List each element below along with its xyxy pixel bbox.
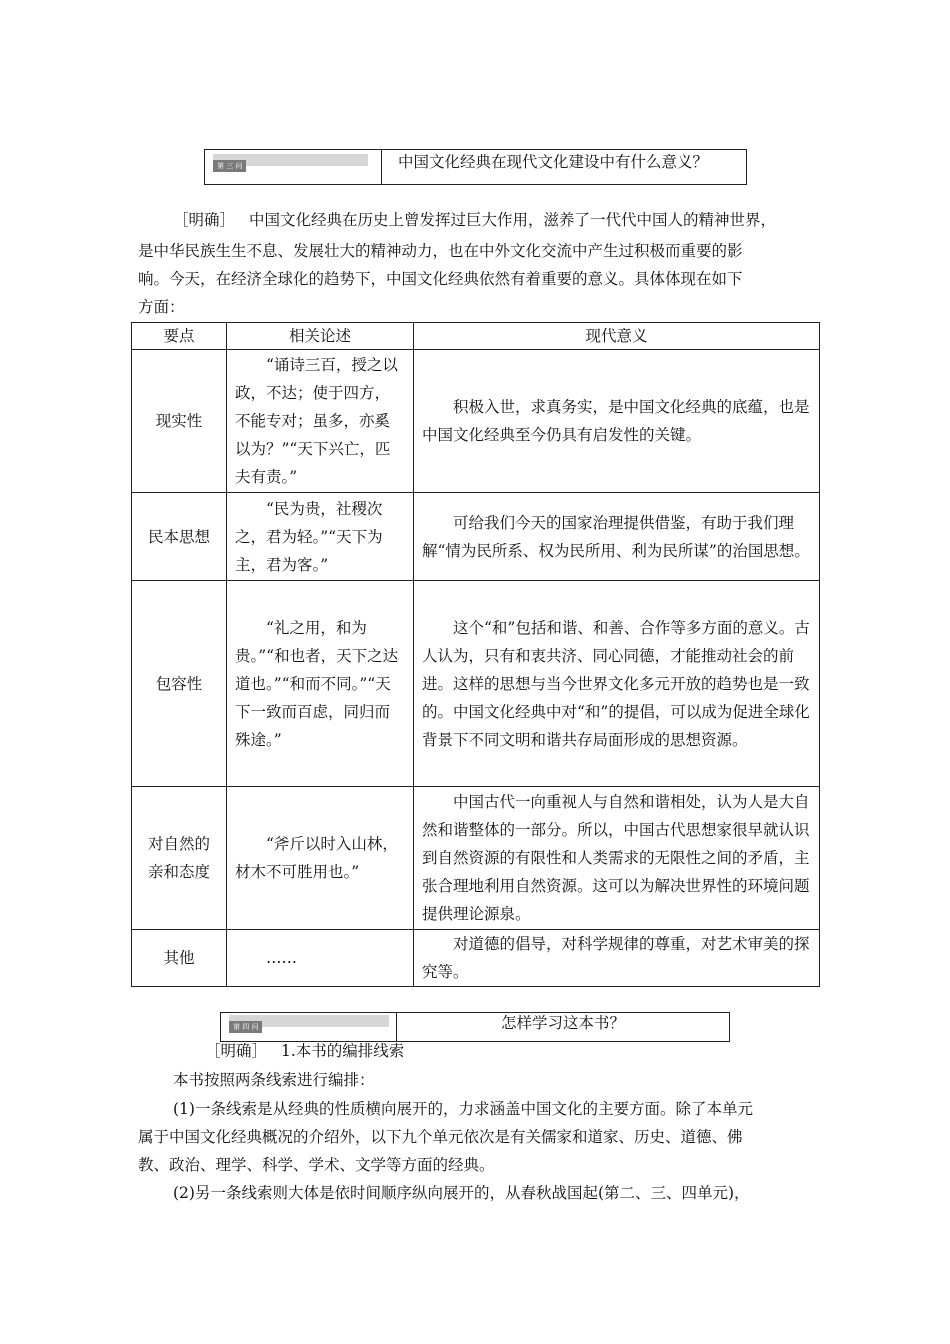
answer4-p2-line2: 属于中国文化经典概况的介绍外，以下九个单元依次是有关儒家和道家、历史、道德、佛	[138, 1128, 743, 1146]
row-quote: ……	[227, 930, 414, 987]
table-header-row	[132, 323, 820, 350]
row-key: 民本思想	[132, 493, 227, 581]
intro-label: ［明确］	[173, 211, 236, 229]
significance-table	[131, 322, 820, 987]
answer4-heading: 1.本书的编排线索	[281, 1042, 405, 1060]
row-meaning: 中国古代一向重视人与自然和谐相处，认为人是大自然和谐整体的一部分。所以，中国古代思想家很早就认识到自然资源的有限性和人类需求的无限性之间的矛盾，主张合理地利用自然资源。这可以为解决世界性的环境问题提供理论源泉。	[414, 787, 820, 930]
header-quote: 相关论述	[227, 323, 414, 350]
table-row	[132, 787, 820, 930]
intro-line-3: 响。今天，在经济全球化的趋势下，中国文化经典依然有着重要的意义。具体体现在如下	[138, 270, 743, 288]
question-tag	[213, 154, 368, 170]
row-key: 其他	[132, 930, 227, 987]
question-text: 怎样学习这本书？	[500, 1014, 625, 1032]
question-tag-cell	[205, 150, 382, 184]
table-row	[132, 493, 820, 581]
intro-text-1: 中国文化经典在历史上曾发挥过巨大作用，滋养了一代代中国人的精神世界，	[249, 211, 777, 229]
row-quote: “斧斤以时入山林，材木不可胜用也。”	[227, 787, 414, 930]
table-row	[132, 350, 820, 493]
question-tag-label: 第 四 问	[229, 1021, 262, 1033]
question-text: 中国文化经典在现代文化建设中有什么意义？	[398, 153, 709, 171]
row-key: 包容性	[132, 581, 227, 787]
row-meaning: 积极入世，求真务实，是中国文化经典的底蕴，也是中国文化经典至今仍具有启发性的关键。	[414, 350, 820, 493]
question-box-3	[204, 149, 747, 185]
header-meaning: 现代意义	[414, 323, 820, 350]
answer4-heading-line	[205, 1037, 404, 1065]
intro-line-1	[173, 206, 776, 234]
row-quote: “民为贵，社稷次之，君为轻。”“天下为主，君为客。”	[227, 493, 414, 581]
table-row	[132, 581, 820, 787]
header-key: 要点	[132, 323, 227, 350]
question-tag	[229, 1015, 389, 1031]
answer4-label: ［明确］	[205, 1042, 268, 1060]
answer4-p3-line1: (2)另一条线索则大体是依时间顺序纵向展开的，从春秋战国起(第二、三、四单元)，	[173, 1184, 750, 1202]
row-key: 现实性	[132, 350, 227, 493]
intro-line-2: 是中华民族生生不息、发展壮大的精神动力，也在中外文化交流中产生过积极而重要的影	[138, 242, 743, 260]
row-meaning: 对道德的倡导，对科学规律的尊重，对艺术审美的探究等。	[414, 930, 820, 987]
intro-line-4: 方面：	[138, 298, 185, 316]
table-row	[132, 930, 820, 987]
answer4-p2-line3: 教、政治、理学、科学、学术、文学等方面的经典。	[138, 1156, 495, 1174]
question-tag-label: 第 三 问	[213, 160, 246, 172]
answer4-p2-line1: (1)一条线索是从经典的性质横向展开的，力求涵盖中国文化的主要方面。除了本单元	[173, 1100, 753, 1118]
row-key: 对自然的亲和态度	[132, 787, 227, 930]
row-quote: “诵诗三百，授之以政，不达；使于四方，不能专对；虽多，亦奚以为？”“天下兴亡，匹夫有责。”	[227, 350, 414, 493]
row-meaning: 可给我们今天的国家治理提供借鉴，有助于我们理解“情为民所系、权为民所用、利为民所谋”的治国思想。	[414, 493, 820, 581]
row-meaning: 这个“和”包括和谐、和善、合作等多方面的意义。古人认为，只有和衷共济、同心同德，才能推动社会的前进。这样的思想与当今世界文化多元开放的趋势也是一致的。中国文化经典中对“和”的提倡，可以成为促进全球化背景下不同文明和谐共存局面形成的思想资源。	[414, 581, 820, 787]
answer4-p1: 本书按照两条线索进行编排：	[173, 1071, 375, 1089]
row-quote: “礼之用，和为贵。”“和也者，天下之达道也。”“和而不同。”“天下一致而百虑，同归而殊途。”	[227, 581, 414, 787]
